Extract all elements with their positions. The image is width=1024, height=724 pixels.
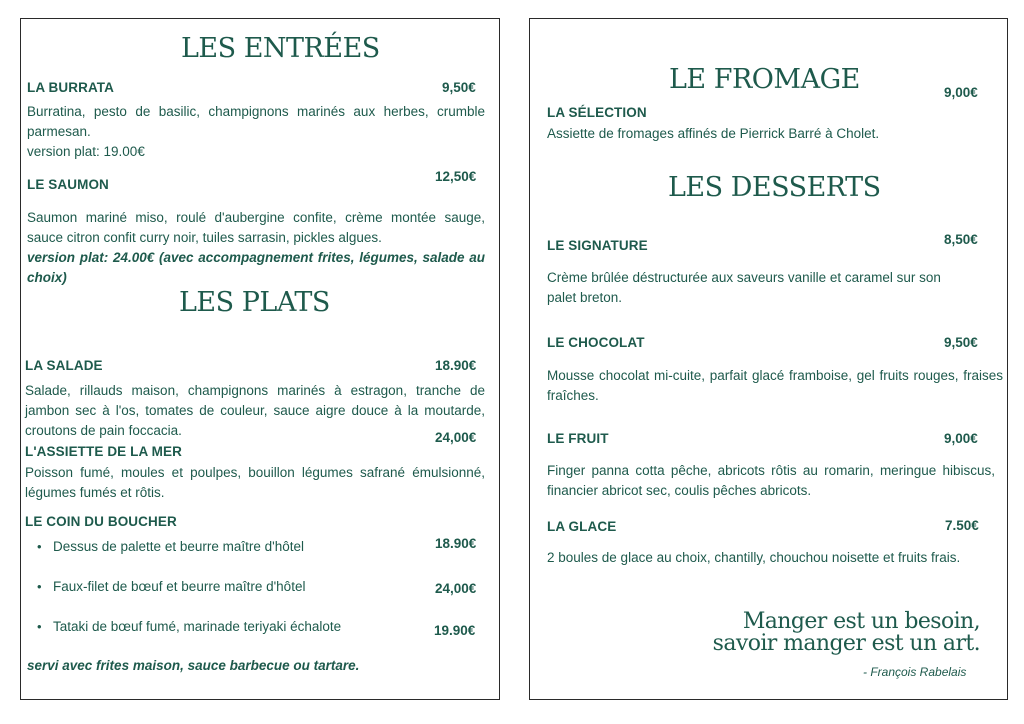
item-name-selection: LA SÉLECTION bbox=[547, 105, 647, 120]
item-desc-salade: Salade, rillauds maison, champignons marinés à estragon, tranche de jambon sec à l'os, tomates de couleur, sauce aigre douce à la moutarde, croutons de pain foccacia. bbox=[25, 383, 485, 438]
boucher-item: • Tataki de bœuf fumé, marinade teriyaki échalote bbox=[53, 619, 341, 634]
item-name-signature: LE SIGNATURE bbox=[547, 238, 648, 253]
item-desc-saumon: Saumon mariné miso, roulé d'aubergine confite, crème montée sauge, sauce citron confit curry noir, tuiles sarrasin, pickles algues. bbox=[27, 210, 485, 245]
boucher-item-price: 18.90€ bbox=[435, 536, 477, 551]
item-name-chocolat: LE CHOCOLAT bbox=[547, 335, 645, 350]
item-name-glace: LA GLACE bbox=[547, 519, 617, 534]
item-name-fruit: LE FRUIT bbox=[547, 431, 609, 446]
desserts-title: LES DESSERTS bbox=[668, 172, 881, 203]
boucher-note: servi avec frites maison, sauce barbecue ou tartare. bbox=[27, 658, 360, 673]
item-price-burrata: 9,50€ bbox=[442, 80, 476, 95]
item-extra-saumon: version plat: 24.00€ (avec accompagnement frites, légumes, salade au choix) bbox=[27, 250, 485, 285]
item-name-burrata: LA BURRATA bbox=[27, 80, 114, 95]
item-price-assiette-mer: 24,00€ bbox=[435, 430, 477, 445]
fromage-price: 9,00€ bbox=[944, 85, 978, 100]
item-desc-fruit: Finger panna cotta pêche, abricots rôtis au romarin, meringue hibiscus, financier abricot sec, coulis pêches abricots. bbox=[547, 463, 995, 498]
plats-title: LES PLATS bbox=[179, 287, 330, 318]
item-price-salade: 18.90€ bbox=[435, 358, 477, 373]
quote-line-1: Manger est un besoin, bbox=[742, 609, 980, 634]
item-price-saumon: 12,50€ bbox=[435, 169, 477, 184]
quote-line-2: savoir manger est un art. bbox=[712, 631, 980, 656]
boucher-item: • Faux-filet de bœuf et beurre maître d'hôtel bbox=[53, 579, 305, 594]
item-extra-burrata: version plat: 19.00€ bbox=[27, 144, 145, 159]
right-menu-panel bbox=[529, 18, 1008, 700]
item-name-assiette-mer: L'ASSIETTE DE LA MER bbox=[25, 444, 182, 459]
quote-author: - François Rabelais bbox=[863, 665, 967, 679]
item-price-glace: 7.50€ bbox=[945, 518, 979, 533]
item-desc-signature: Crème brûlée déstructurée aux saveurs vanille et caramel sur son palet breton. bbox=[547, 270, 941, 305]
item-desc-glace: 2 boules de glace au choix, chantilly, chouchou noisette et fruits frais. bbox=[547, 550, 961, 565]
item-desc-chocolat: Mousse chocolat mi-cuite, parfait glacé framboise, gel fruits rouges, fraises fraîches. bbox=[547, 368, 1003, 403]
entrees-title: LES ENTRÉES bbox=[181, 33, 380, 64]
fromage-title: LE FROMAGE bbox=[669, 64, 860, 95]
item-desc-burrata: Burratina, pesto de basilic, champignons marinés aux herbes, crumble parmesan. bbox=[27, 104, 485, 139]
item-price-chocolat: 9,50€ bbox=[944, 335, 978, 350]
left-menu-panel bbox=[20, 18, 500, 700]
item-price-signature: 8,50€ bbox=[944, 232, 978, 247]
item-name-coin-boucher: LE COIN DU BOUCHER bbox=[25, 514, 177, 529]
boucher-item: • Dessus de palette et beurre maître d'hôtel bbox=[53, 539, 304, 554]
item-desc-selection: Assiette de fromages affinés de Pierrick Barré à Cholet. bbox=[547, 126, 880, 141]
item-name-saumon: LE SAUMON bbox=[27, 177, 109, 192]
boucher-item-price: 24,00€ bbox=[435, 581, 477, 596]
item-desc-assiette-mer: Poisson fumé, moules et poulpes, bouillon légumes safrané émulsionné, légumes fumés et rôtis. bbox=[25, 465, 485, 500]
item-name-salade: LA SALADE bbox=[25, 358, 103, 373]
boucher-item-price: 19.90€ bbox=[434, 623, 476, 638]
item-price-fruit: 9,00€ bbox=[944, 431, 978, 446]
